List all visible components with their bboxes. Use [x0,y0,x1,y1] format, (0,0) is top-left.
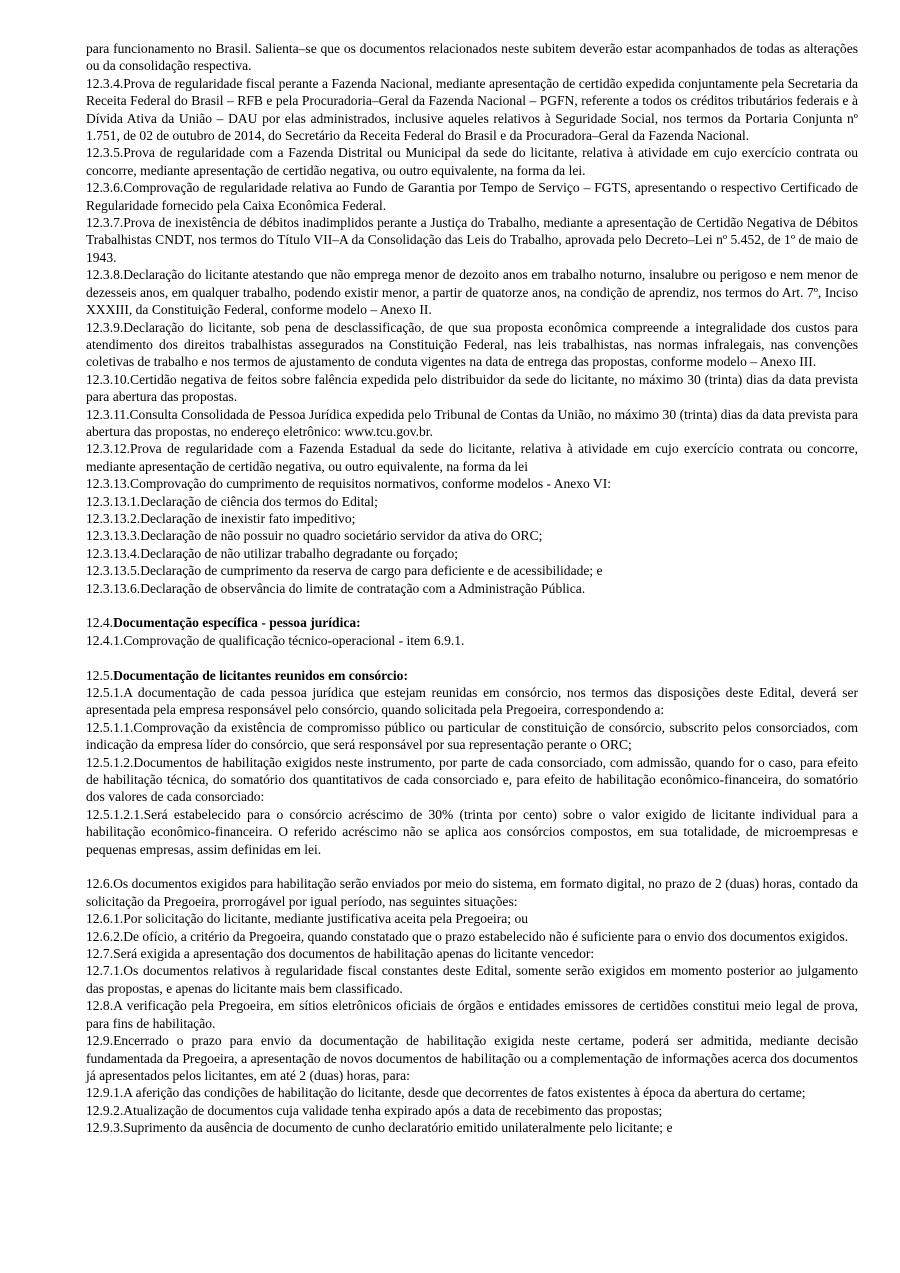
section-number: 12.4. [86,615,114,631]
paragraph-12-5-1-2-1: 12.5.1.2.1.Será estabelecido para o consórcio acréscimo de 30% (trinta por cento) sobre o valor exigido de licitante individual para a habilitação econômico-financeira. O referido acréscimo não se aplica aos consórcios compostos, em sua totalidade, de microempresas e pequenas empresas, assim definidas em lei. [86,806,858,857]
paragraph-12-3-13-2: 12.3.13.2.Declaração de inexistir fato impeditivo; [86,510,356,526]
paragraph-12-9-3: 12.9.3.Suprimento da ausência de documento de cunho declaratório emitido unilateralmente pelo licitante; e [86,1120,673,1136]
paragraph-12-4-1: 12.4.1.Comprovação de qualificação técnico-operacional - item 6.9.1. [86,632,465,648]
paragraph-12-3-8: 12.3.8.Declaração do licitante atestando que não emprega menor de dezoito anos em trabalho noturno, insalubre ou perigoso e nem menor de dezesseis anos, em qualquer trabalho, podendo existir menor, a partir de quatorze anos, na condição de aprendiz, nos termos do Art. 7º, Inciso XXXIII, da Constituição Federal, conforme modelo – Anexo II. [86,267,858,318]
paragraph-12-9: 12.9.Encerrado o prazo para envio da documentação de habilitação exigida neste certame, poderá ser admitida, mediante decisão fundamentada da Pregoeira, a apresentação de novos documentos de habilitação ou a complementação de informações acerca dos documentos já apresentados pelos licitantes, em até 2 (duas) horas, para: [86,1033,858,1083]
paragraph-12-3-7: 12.3.7.Prova de inexistência de débitos inadimplidos perante a Justiça do Trabalho, mediante a apresentação de Certidão Negativa de Débitos Trabalhistas CNDT, nos termos do Título VII–A da Consolidação das Leis do Trabalho, aprovada pelo Decreto–Lei nº 5.452, de 1º de maio de 1943. [86,215,858,265]
document-page [86,40,858,1137]
paragraph-12-8: 12.8.A verificação pela Pregoeira, em sítios eletrônicos oficiais de órgãos e entidades emissores de certidões constitui meio legal de prova, para fins de habilitação. [86,998,858,1031]
paragraph-12-5-1-2: 12.5.1.2.Documentos de habilitação exigidos neste instrumento, por parte de cada consorciado, com admissão, quando for o caso, para efeito de habilitação técnica, do somatório dos quantitativos de cada consorciado e, para efeito de habilitação econômico-financeira, do somatório dos valores de cada consorciado: [86,754,858,805]
paragraph-12-6-2: 12.6.2.De ofício, a critério da Pregoeira, quando constatado que o prazo estabelecido não é suficiente para o envio dos documentos exigidos. [86,928,849,944]
section-heading-12-4 [86,614,858,631]
section-title: Documentação de licitantes reunidos em consórcio: [113,667,408,683]
paragraph-12-5-1: 12.5.1.A documentação de cada pessoa jurídica que estejam reunidas em consórcio, nos termos das disposições deste Edital, deverá ser apresentada pela empresa responsável pelo consórcio, quando solicitada pela Pregoeira, correspondendo a: [86,685,858,718]
paragraph-12-3-4: 12.3.4.Prova de regularidade fiscal perante a Fazenda Nacional, mediante apresentação de certidão expedida conjuntamente pela Secretaria da Receita Federal do Brasil – RFB e pela Procuradoria–Geral da Fazenda Nacional – PGFN, referente a todos os créditos tributários federais e à Dívida Ativa da União – DAU por elas administrados, inclusive aqueles relativos à Seguridade Social, nos termos da Portaria Conjunta nº 1.751, de 02 de outubro de 2014, do Secretário da Receita Federal do Brasil e da Procuradora–Geral da Fazenda Nacional. [86,75,858,144]
paragraph-12-3-12: 12.3.12.Prova de regularidade com a Fazenda Estadual da sede do licitante, relativa à atividade em cujo exercício contrata ou concorre, mediante apresentação de certidão negativa, ou outro equivalente, na forma da lei [86,441,858,474]
paragraph-12-7-1: 12.7.1.Os documentos relativos à regularidade fiscal constantes deste Edital, somente serão exigidos em momento posterior ao julgamento das propostas, e apenas do licitante mais bem classificado. [86,963,858,996]
paragraph-12-7: 12.7.Será exigida a apresentação dos documentos de habilitação apenas do licitante vencedor: [86,946,595,962]
paragraph-continuation: para funcionamento no Brasil. Salienta–se que os documentos relacionados neste subitem deverão estar acompanhados de todas as alterações ou da consolidação respectiva. [86,41,858,74]
section-title: Documentação específica - pessoa jurídica: [113,615,361,631]
section-number: 12.5. [86,667,114,683]
paragraph-12-3-10: 12.3.10.Certidão negativa de feitos sobre falência expedida pelo distribuidor da sede do licitante, no máximo 30 (trinta) dias da data prevista para abertura das propostas. [86,371,858,405]
paragraph-12-3-6: 12.3.6.Comprovação de regularidade relativa ao Fundo de Garantia por Tempo de Serviço – FGTS, apresentando o respectivo Certificado de Regularidade fornecido pela Caixa Econômica Federal. [86,180,858,213]
paragraph-12-9-2: 12.9.2.Atualização de documentos cuja validade tenha expirado após a data de recebimento das propostas; [86,1102,663,1118]
paragraph-12-3-11: 12.3.11.Consulta Consolidada de Pessoa Jurídica expedida pelo Tribunal de Contas da União, no máximo 30 (trinta) dias da data prevista para abertura das propostas, no endereço eletrônico: www.tcu.gov.br. [86,406,858,439]
paragraph-12-3-13-6: 12.3.13.6.Declaração de observância do limite de contratação com a Administração Pública. [86,580,586,596]
paragraph-12-3-13: 12.3.13.Comprovação do cumprimento de requisitos normativos, conforme modelos - Anexo VI: [86,476,611,492]
paragraph-12-3-13-5: 12.3.13.5.Declaração de cumprimento da reserva de cargo para deficiente e de acessibilidade; e [86,563,603,579]
paragraph-12-9-1: 12.9.1.A aferição das condições de habilitação do licitante, desde que decorrentes de fatos existentes à época da abertura do certame; [86,1085,806,1101]
section-heading-12-5 [86,667,858,684]
paragraph-12-6: 12.6.Os documentos exigidos para habilitação serão enviados por meio do sistema, em formato digital, no prazo de 2 (duas) horas, contado da solicitação da Pregoeira, prorrogável por igual período, nas seguintes situações: [86,876,858,909]
paragraph-12-3-13-1: 12.3.13.1.Declaração de ciência dos termos do Edital; [86,493,378,509]
paragraph-12-3-13-4: 12.3.13.4.Declaração de não utilizar trabalho degradante ou forçado; [86,545,458,561]
paragraph-12-6-1: 12.6.1.Por solicitação do licitante, mediante justificativa aceita pela Pregoeira; ou [86,911,529,927]
paragraph-12-3-13-3: 12.3.13.3.Declaração de não possuir no quadro societário servidor da ativa do ORC; [86,528,543,544]
paragraph-12-3-9: 12.3.9.Declaração do licitante, sob pena de desclassificação, de que sua proposta econômica compreende a integralidade dos custos para atendimento dos direitos trabalhistas assegurados na Constituição Federal, nas leis trabalhistas, nas normas infralegais, nas convenções coletivas de trabalho e nos termos de ajustamento de conduta vigentes na data de entrega das propostas, conforme modelo – Anexo III. [86,319,858,370]
paragraph-12-3-5: 12.3.5.Prova de regularidade com a Fazenda Distrital ou Municipal da sede do licitante, relativa à atividade em cujo exercício contrata ou concorre, mediante apresentação de certidão negativa, ou outro equivalente, na forma da lei. [86,145,858,178]
paragraph-12-5-1-1: 12.5.1.1.Comprovação da existência de compromisso público ou particular de constituição de consórcio, subscrito pelos consorciados, com indicação da empresa líder do consórcio, que será responsável por sua representação perante o ORC; [86,719,858,753]
